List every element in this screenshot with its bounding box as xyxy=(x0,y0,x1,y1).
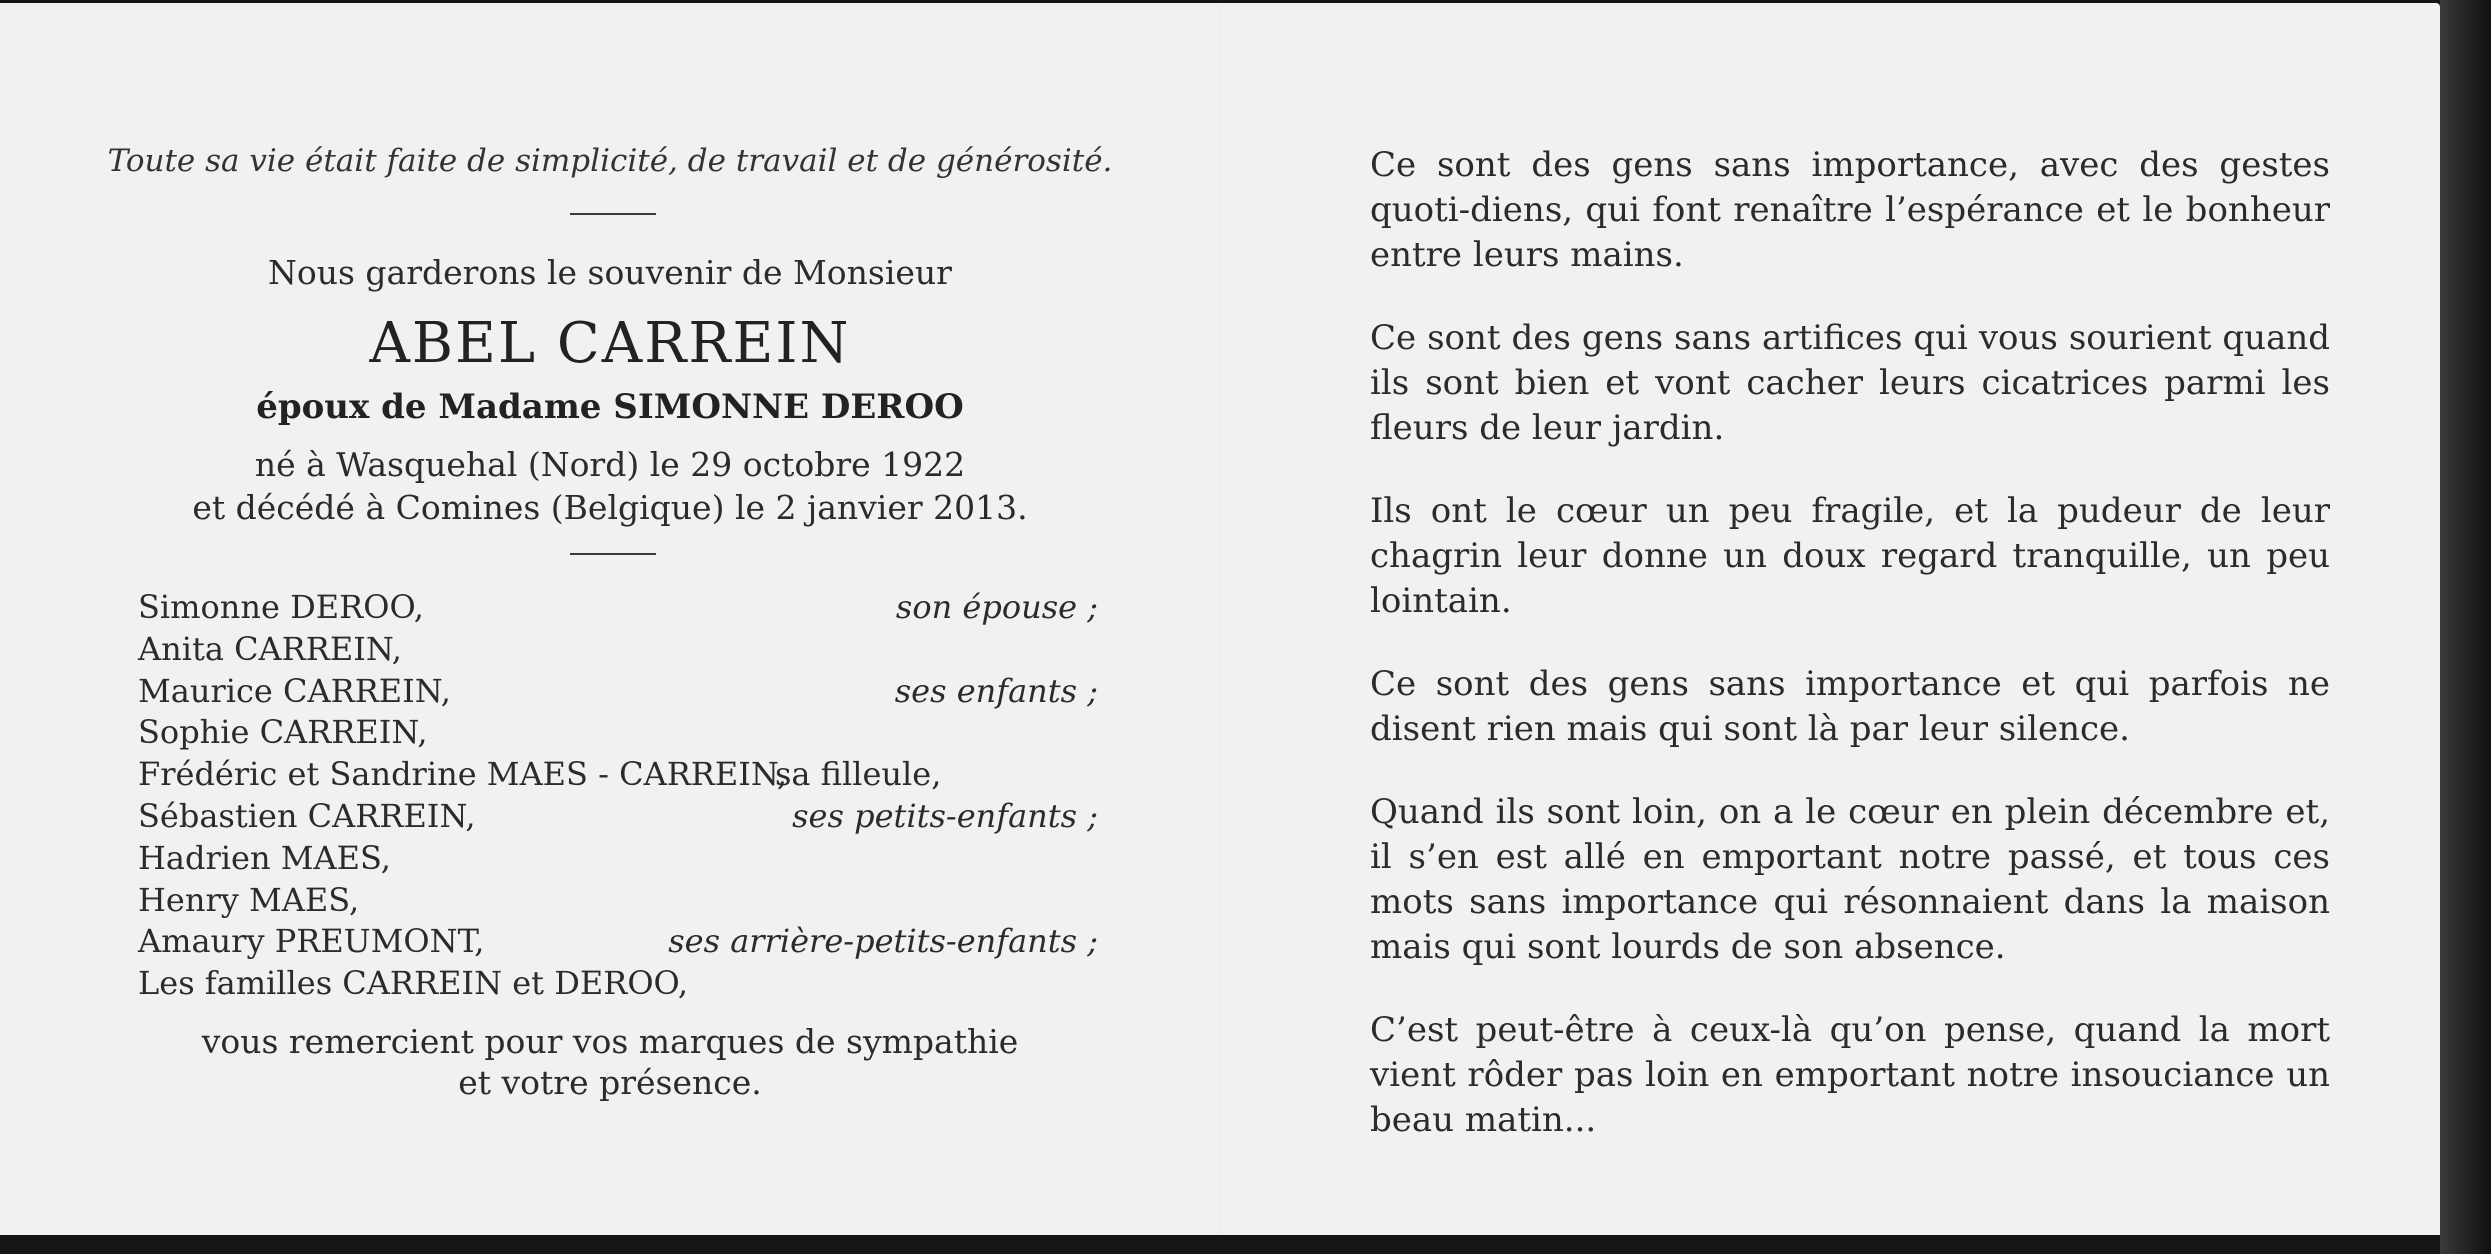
birth-death-info xyxy=(0,443,1220,529)
thanks-text xyxy=(0,1021,1220,1103)
family-relation: ses arrière-petits-enfants ; xyxy=(668,922,1098,961)
thanks-line: vous remercient pour vos marques de sympathie xyxy=(201,1022,1019,1061)
family-relation: sa filleule, xyxy=(775,755,942,794)
family-member: Sébastien CARREIN, xyxy=(138,796,476,835)
memorial-card xyxy=(0,3,2440,1235)
family-row xyxy=(138,754,1098,796)
family-member: Amaury PREUMONT, xyxy=(138,922,485,961)
left-page xyxy=(0,3,1220,1235)
family-relation: ses petits-enfants ; xyxy=(792,796,1098,835)
family-row xyxy=(138,838,1098,880)
family-row xyxy=(138,963,1098,1005)
family-relation: son épouse ; xyxy=(895,588,1098,626)
poem-paragraph: Ils ont le cœur un peu fragile, et la pudeur de leur chagrin leur donne un doux regard tranquille, un peu lointain. xyxy=(1370,491,2330,621)
poem-paragraph: Quand ils sont loin, on a le cœur en plein décembre et, il s’en est allé en emportant notre passé, et tous ces mots sans importance qui résonnaient dans la maison mais qui sont lourds de son absence. xyxy=(1370,792,2330,967)
deceased-name: ABEL CARREIN xyxy=(369,311,851,376)
family-row xyxy=(138,796,1098,838)
poem xyxy=(1370,143,2330,1181)
family-row xyxy=(138,629,1098,671)
divider-rule xyxy=(570,553,656,555)
poem-paragraph: Ce sont des gens sans importance, avec des gestes quoti-diens, qui font renaître l’espérance et le bonheur entre leurs mains. xyxy=(1370,145,2330,275)
family-member: Hadrien MAES, xyxy=(138,838,391,877)
background-edge xyxy=(2440,0,2491,1254)
poem-paragraph: C’est peut-être à ceux-là qu’on pense, quand la mort vient rôder pas loin en emportant notre insouciance un beau matin... xyxy=(1370,1010,2330,1140)
family-row xyxy=(138,671,1098,713)
family-member: Anita CARREIN, xyxy=(138,629,402,668)
family-relation: ses enfants ; xyxy=(894,671,1098,710)
family-row xyxy=(138,712,1098,754)
death-line: et décédé à Comines (Belgique) le 2 janvier 2013. xyxy=(192,488,1028,527)
family-member: Maurice CARREIN, xyxy=(138,671,451,710)
poem-paragraph: Ce sont des gens sans artifices qui vous sourient quand ils sont bien et vont cacher leurs cicatrices parmi les fleurs de leur jardin. xyxy=(1370,318,2330,448)
intro-text: Nous garderons le souvenir de Monsieur xyxy=(268,253,952,292)
family-member: Sophie CARREIN, xyxy=(138,713,428,752)
thanks-line: et votre présence. xyxy=(458,1063,762,1102)
family-row xyxy=(138,880,1098,922)
family-member: Les familles CARREIN et DEROO, xyxy=(138,964,689,1003)
family-member: Simonne DEROO, xyxy=(138,588,424,626)
divider-rule xyxy=(570,213,656,215)
spouse-line: époux de Madame SIMONNE DEROO xyxy=(256,387,964,427)
family-member: Henry MAES, xyxy=(138,880,360,919)
family-row xyxy=(138,921,1098,963)
card-fold xyxy=(1220,6,1222,1238)
poem-paragraph: Ce sont des gens sans importance et qui parfois ne disent rien mais qui sont là par leur silence. xyxy=(1370,664,2330,749)
birth-line: né à Wasquehal (Nord) le 29 octobre 1922 xyxy=(254,445,966,484)
epigraph: Toute sa vie était faite de simplicité, de travail et de générosité. xyxy=(107,143,1113,179)
family-row xyxy=(138,587,1098,629)
family-list xyxy=(138,587,1098,1005)
family-member: Frédéric et Sandrine MAES - CARREIN, xyxy=(138,755,788,794)
